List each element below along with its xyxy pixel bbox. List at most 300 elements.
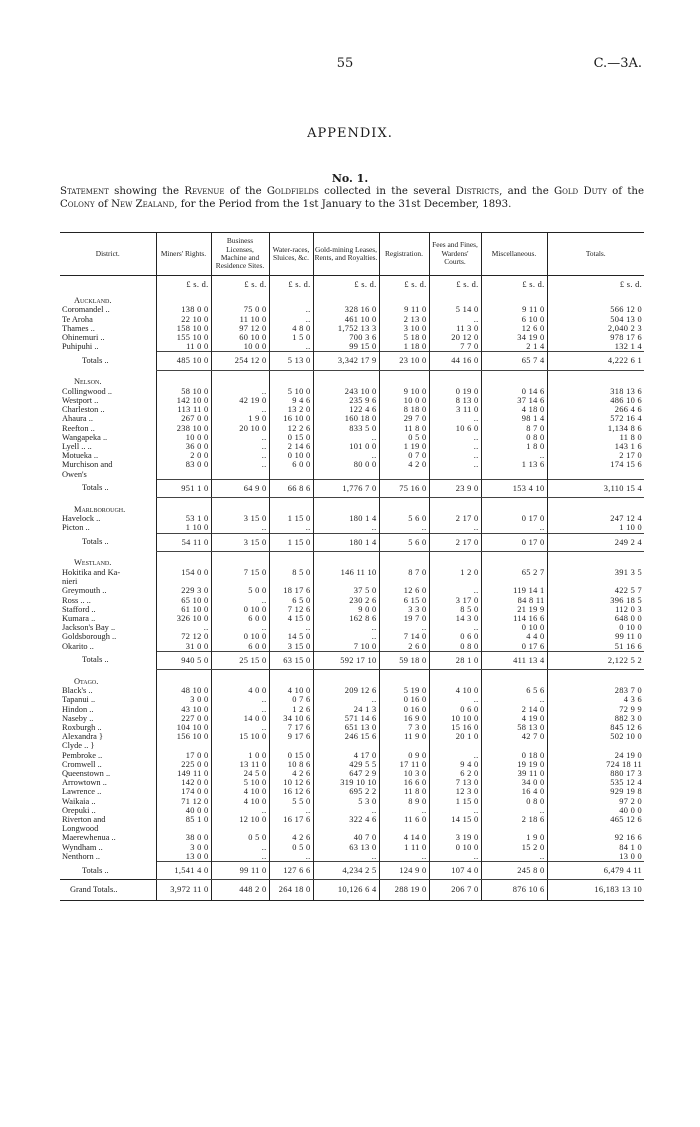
amount-cell: .. <box>429 315 481 324</box>
amount-cell: 156 10 0 <box>156 732 211 741</box>
amount-cell: .. <box>429 451 481 460</box>
amount-cell: .. <box>313 852 379 862</box>
row-label: Cromwell .. <box>62 759 102 769</box>
amount-cell: 0 14 6 <box>481 387 547 396</box>
total-cell: 1 15 0 <box>269 533 313 551</box>
amount-cell: .. <box>211 852 269 862</box>
amount-cell: 13 0 0 <box>547 852 644 862</box>
amount-cell: 571 14 6 <box>313 714 379 723</box>
empty-cell <box>547 370 644 387</box>
amount-cell: 40 7 0 <box>313 833 379 842</box>
amount-cell: 29 7 0 <box>379 414 429 423</box>
total-label: Totals .. <box>82 537 109 547</box>
amount-cell: 0 18 0 <box>481 751 547 760</box>
amount-cell: 8 9 0 <box>379 797 429 806</box>
unit-cell: £ s. d. <box>269 276 313 290</box>
row-label: Goldsborough .. <box>62 632 117 642</box>
amount-cell: .. <box>269 806 313 815</box>
total-cell: 5 6 0 <box>379 533 429 551</box>
amount-cell: 3 15 0 <box>211 514 269 523</box>
row-label: Te Aroha <box>62 314 93 324</box>
amount-cell <box>379 824 429 833</box>
district-row <box>60 760 644 769</box>
district-row <box>60 433 644 442</box>
amount-cell: 7 10 0 <box>313 642 379 652</box>
grand-total-row <box>60 880 644 900</box>
amount-cell: 3 0 0 <box>156 843 211 852</box>
total-label: Totals .. <box>82 355 109 365</box>
amount-cell: .. <box>211 460 269 469</box>
amount-cell: 15 2 0 <box>481 843 547 852</box>
amount-cell: 160 18 0 <box>313 414 379 423</box>
amount-cell: 11 8 0 <box>379 787 429 796</box>
amount-cell: 132 1 4 <box>547 342 644 352</box>
amount-cell: .. <box>211 451 269 460</box>
row-label: Clyde .. } <box>62 741 95 751</box>
amount-cell: 6 5 6 <box>481 686 547 695</box>
district-row <box>60 843 644 852</box>
district-row <box>60 741 644 750</box>
total-cell: 940 5 0 <box>156 651 211 669</box>
amount-cell: 113 11 0 <box>156 405 211 414</box>
amount-cell: 63 13 0 <box>313 843 379 852</box>
amount-cell <box>379 470 429 480</box>
amount-cell: 34 10 6 <box>269 714 313 723</box>
amount-cell: 11 6 0 <box>379 815 429 824</box>
amount-cell: 833 5 0 <box>313 424 379 433</box>
amount-cell: 0 7 6 <box>269 695 313 704</box>
total-cell: 25 15 0 <box>211 651 269 669</box>
amount-cell <box>429 577 481 586</box>
amount-cell: 16,183 13 10 <box>547 880 644 900</box>
amount-cell: 0 9 0 <box>379 751 429 760</box>
amount-cell: 1 15 0 <box>429 797 481 806</box>
empty-cell <box>211 670 269 687</box>
amount-cell: 12 3 0 <box>429 787 481 796</box>
amount-cell: 9 10 0 <box>379 387 429 396</box>
empty-cell <box>429 498 481 515</box>
row-label: Picton .. <box>62 523 90 533</box>
amount-cell: 11 8 0 <box>547 433 644 442</box>
amount-cell: 20 1 0 <box>429 732 481 741</box>
amount-cell <box>547 824 644 833</box>
row-label: Ahaura .. <box>62 414 93 424</box>
amount-cell: .. <box>429 433 481 442</box>
amount-cell: .. <box>481 806 547 815</box>
amount-cell: 0 17 6 <box>481 642 547 652</box>
amount-cell: 3 19 0 <box>429 833 481 842</box>
total-cell: 127 6 6 <box>269 862 313 880</box>
amount-cell: 0 10 0 <box>547 623 644 632</box>
amount-cell: 138 0 0 <box>156 305 211 314</box>
empty-cell <box>156 498 211 515</box>
amount-cell: 142 0 0 <box>156 778 211 787</box>
district-row <box>60 695 644 704</box>
district-row <box>60 797 644 806</box>
column-header: Gold-mining Leases, Rents, and Royalties. <box>313 233 379 276</box>
amount-cell: 5 18 0 <box>379 333 429 342</box>
total-cell: 3,342 17 9 <box>313 352 379 370</box>
empty-cell <box>313 670 379 687</box>
amount-cell: 227 0 0 <box>156 714 211 723</box>
amount-cell: 37 14 6 <box>481 396 547 405</box>
district-row <box>60 470 644 480</box>
amount-cell: 267 0 0 <box>156 414 211 423</box>
units-row <box>60 276 644 290</box>
amount-cell: 4 19 0 <box>481 714 547 723</box>
region-total-row <box>60 479 644 497</box>
amount-cell: 247 12 4 <box>547 514 644 523</box>
amount-cell: .. <box>429 623 481 632</box>
amount-cell: 7 13 0 <box>429 778 481 787</box>
total-cell: 951 1 0 <box>156 479 211 497</box>
amount-cell <box>429 741 481 750</box>
row-label: Stafford .. <box>62 604 96 614</box>
district-row <box>60 642 644 652</box>
amount-cell <box>269 824 313 833</box>
amount-cell <box>481 470 547 480</box>
amount-cell: 5 6 0 <box>379 514 429 523</box>
empty-cell <box>156 551 211 568</box>
region-total-row <box>60 651 644 669</box>
amount-cell: 72 9 9 <box>547 705 644 714</box>
total-cell: 0 17 0 <box>481 533 547 551</box>
amount-cell: 876 10 6 <box>481 880 547 900</box>
total-cell: 245 8 0 <box>481 862 547 880</box>
amount-cell: .. <box>269 623 313 632</box>
amount-cell: 0 19 0 <box>429 387 481 396</box>
district-row <box>60 424 644 433</box>
amount-cell: 14 5 0 <box>269 632 313 641</box>
amount-cell: 119 14 1 <box>481 586 547 595</box>
district-row <box>60 769 644 778</box>
row-label: Coromandel .. <box>62 305 110 315</box>
amount-cell: 1 5 0 <box>269 333 313 342</box>
total-cell: 107 4 0 <box>429 862 481 880</box>
amount-cell: 0 10 0 <box>481 623 547 632</box>
amount-cell: 4 2 6 <box>269 769 313 778</box>
district-row <box>60 705 644 714</box>
total-cell: 65 7 4 <box>481 352 547 370</box>
row-label: Jackson's Bay .. <box>62 623 116 633</box>
row-label: Naseby .. <box>62 713 94 723</box>
amount-cell <box>269 470 313 480</box>
amount-cell: 1 19 0 <box>379 442 429 451</box>
table-header-row <box>60 233 644 276</box>
amount-cell <box>156 577 211 586</box>
amount-cell: .. <box>379 623 429 632</box>
amount-cell: 4 3 6 <box>547 695 644 704</box>
amount-cell: 53 1 0 <box>156 514 211 523</box>
amount-cell: 14 0 0 <box>211 714 269 723</box>
amount-cell: 4 15 0 <box>269 614 313 623</box>
amount-cell: 158 10 0 <box>156 324 211 333</box>
amount-cell: 5 5 0 <box>269 797 313 806</box>
amount-cell: 10 3 0 <box>379 769 429 778</box>
amount-cell: 0 5 0 <box>211 833 269 842</box>
empty-cell <box>379 370 429 387</box>
district-row <box>60 787 644 796</box>
amount-cell: .. <box>269 342 313 352</box>
amount-cell: 72 12 0 <box>156 632 211 641</box>
total-cell: 28 1 0 <box>429 651 481 669</box>
amount-cell <box>211 470 269 480</box>
amount-cell: 504 13 0 <box>547 315 644 324</box>
amount-cell: 22 10 0 <box>156 315 211 324</box>
region-heading <box>60 551 644 568</box>
amount-cell: 8 7 0 <box>481 424 547 433</box>
amount-cell: 5 10 0 <box>211 778 269 787</box>
row-label: nieri <box>62 577 78 587</box>
amount-cell: 4 17 0 <box>313 751 379 760</box>
district-row <box>60 315 644 324</box>
column-header: Water-races, Sluices, &c. <box>269 233 313 276</box>
amount-cell: 155 10 0 <box>156 333 211 342</box>
district-row <box>60 686 644 695</box>
total-cell: 124 9 0 <box>379 862 429 880</box>
statement-caption: Statement showing the Revenue of the Goldfields collected in the several Districts, and the Gold Duty of the Colony of New Zealand, for the Period from the 1st January to the 31st December, 1893. <box>60 186 644 210</box>
amount-cell: 15 16 0 <box>429 723 481 732</box>
row-label: Lyell .. .. <box>62 442 92 452</box>
amount-cell: 326 10 0 <box>156 614 211 623</box>
empty-cell <box>156 370 211 387</box>
amount-cell: 0 16 0 <box>379 695 429 704</box>
amount-cell: 0 10 0 <box>269 451 313 460</box>
district-row <box>60 596 644 605</box>
total-cell: 592 17 10 <box>313 651 379 669</box>
amount-cell: 10 10 0 <box>429 714 481 723</box>
amount-cell: 3 0 0 <box>156 695 211 704</box>
amount-cell: 142 10 0 <box>156 396 211 405</box>
total-cell: 23 10 0 <box>379 352 429 370</box>
amount-cell: 1,134 8 6 <box>547 424 644 433</box>
empty-cell <box>156 670 211 687</box>
amount-cell: 18 17 6 <box>269 586 313 595</box>
district-row <box>60 632 644 641</box>
amount-cell: 1 2 6 <box>269 705 313 714</box>
row-label: Hokitika and Ka- <box>62 568 121 578</box>
amount-cell: 11 9 0 <box>379 732 429 741</box>
amount-cell: 4 10 0 <box>211 787 269 796</box>
empty-cell <box>211 370 269 387</box>
amount-cell: 31 0 0 <box>156 642 211 652</box>
amount-cell: 40 0 0 <box>547 806 644 815</box>
row-label: Greymouth .. <box>62 586 107 596</box>
empty-cell <box>481 670 547 687</box>
district-row <box>60 723 644 732</box>
amount-cell <box>379 741 429 750</box>
region-name: Auckland. <box>74 296 112 306</box>
amount-cell: 0 10 0 <box>429 843 481 852</box>
amount-cell: 146 11 10 <box>313 568 379 577</box>
amount-cell <box>481 824 547 833</box>
amount-cell: 0 8 0 <box>481 797 547 806</box>
amount-cell: 12 6 0 <box>379 586 429 595</box>
amount-cell <box>313 577 379 586</box>
amount-cell: 42 19 0 <box>211 396 269 405</box>
amount-cell: 6 10 0 <box>481 315 547 324</box>
amount-cell: 9 4 0 <box>429 760 481 769</box>
statement-lead: Statement <box>60 186 109 197</box>
amount-cell: .. <box>156 623 211 632</box>
row-label: Okarito .. <box>62 641 94 651</box>
row-label: Hindon .. <box>62 704 94 714</box>
amount-cell: 4 10 0 <box>429 686 481 695</box>
row-label: Alexandra } <box>62 732 103 742</box>
amount-cell: 5 19 0 <box>379 686 429 695</box>
amount-cell <box>211 824 269 833</box>
amount-cell: 20 10 0 <box>211 424 269 433</box>
amount-cell: 34 19 0 <box>481 333 547 342</box>
row-label: Westport .. <box>62 396 99 406</box>
amount-cell: 149 11 0 <box>156 769 211 778</box>
amount-cell: 465 12 6 <box>547 815 644 824</box>
amount-cell <box>379 577 429 586</box>
amount-cell: 1 2 0 <box>429 568 481 577</box>
amount-cell <box>269 741 313 750</box>
amount-cell: 2 0 0 <box>156 451 211 460</box>
amount-cell: 4 2 6 <box>269 833 313 842</box>
amount-cell: .. <box>211 523 269 533</box>
amount-cell: 162 8 6 <box>313 614 379 623</box>
amount-cell: 4 14 0 <box>379 833 429 842</box>
row-label: Ohinemuri .. <box>62 333 105 343</box>
column-header: Business Licenses, Machine and Residence Sites. <box>211 233 269 276</box>
total-cell: 3,110 15 4 <box>547 479 644 497</box>
amount-cell: 8 7 0 <box>379 568 429 577</box>
row-label <box>60 276 156 290</box>
amount-cell: 1 15 0 <box>269 514 313 523</box>
row-label: Thames .. <box>62 323 95 333</box>
amount-cell: 6 5 0 <box>269 596 313 605</box>
amount-cell: 448 2 0 <box>211 880 269 900</box>
empty-cell <box>429 670 481 687</box>
column-header: Registration. <box>379 233 429 276</box>
row-label: Owen's <box>62 469 87 479</box>
amount-cell: 882 3 0 <box>547 714 644 723</box>
amount-cell: .. <box>313 623 379 632</box>
amount-cell: 1 9 0 <box>481 833 547 842</box>
row-label: Wangapeka .. <box>62 432 108 442</box>
amount-cell: 101 0 0 <box>313 442 379 451</box>
amount-cell: 5 14 0 <box>429 305 481 314</box>
amount-cell <box>481 577 547 586</box>
amount-cell <box>211 577 269 586</box>
amount-cell: 7 15 0 <box>211 568 269 577</box>
amount-cell: 37 5 0 <box>313 586 379 595</box>
amount-cell: 318 13 6 <box>547 387 644 396</box>
empty-cell <box>211 498 269 515</box>
amount-cell: 396 18 5 <box>547 596 644 605</box>
empty-cell <box>269 289 313 305</box>
amount-cell: 24 5 0 <box>211 769 269 778</box>
amount-cell: 10 12 6 <box>269 778 313 787</box>
amount-cell: 12 10 0 <box>211 815 269 824</box>
amount-cell: 5 3 0 <box>313 797 379 806</box>
amount-cell: 16 17 6 <box>269 815 313 824</box>
amount-cell: 112 0 3 <box>547 605 644 614</box>
appendix-title: APPENDIX. <box>307 126 393 141</box>
amount-cell: 566 12 0 <box>547 305 644 314</box>
amount-cell: 10 0 0 <box>379 396 429 405</box>
amount-cell <box>547 470 644 480</box>
district-row <box>60 824 644 833</box>
column-header: Miscellaneous. <box>481 233 547 276</box>
empty-cell <box>379 670 429 687</box>
amount-cell: 2 18 6 <box>481 815 547 824</box>
row-label: Nenthorn .. <box>62 851 100 861</box>
amount-cell: 209 12 6 <box>313 686 379 695</box>
amount-cell: 648 0 0 <box>547 614 644 623</box>
total-label: Totals .. <box>82 865 109 875</box>
district-row <box>60 333 644 342</box>
amount-cell: 11 3 0 <box>429 324 481 333</box>
amount-cell: .. <box>429 586 481 595</box>
unit-cell: £ s. d. <box>481 276 547 290</box>
revenue-table <box>60 232 644 901</box>
district-row <box>60 852 644 862</box>
amount-cell: 10 0 0 <box>156 433 211 442</box>
district-row <box>60 451 644 460</box>
empty-cell <box>481 289 547 305</box>
total-cell: 66 8 6 <box>269 479 313 497</box>
amount-cell: 10 8 6 <box>269 760 313 769</box>
amount-cell <box>547 577 644 586</box>
amount-cell: 4 8 0 <box>269 324 313 333</box>
amount-cell: 9 4 6 <box>269 396 313 405</box>
empty-cell <box>313 289 379 305</box>
empty-cell <box>313 551 379 568</box>
amount-cell: 17 0 0 <box>156 751 211 760</box>
amount-cell: 16 9 0 <box>379 714 429 723</box>
amount-cell: 647 2 9 <box>313 769 379 778</box>
amount-cell: 51 16 6 <box>547 642 644 652</box>
amount-cell: .. <box>313 806 379 815</box>
region-heading <box>60 289 644 305</box>
unit-cell: £ s. d. <box>211 276 269 290</box>
amount-cell: 0 8 0 <box>429 642 481 652</box>
amount-cell: 0 6 0 <box>429 632 481 641</box>
amount-cell: .. <box>429 442 481 451</box>
amount-cell: 3 10 0 <box>379 324 429 333</box>
amount-cell: 9 17 6 <box>269 732 313 741</box>
amount-cell: 21 19 9 <box>481 605 547 614</box>
row-label: Reefton .. <box>62 423 95 433</box>
amount-cell: 60 10 0 <box>211 333 269 342</box>
amount-cell: 572 16 4 <box>547 414 644 423</box>
row-label: Roxburgh .. <box>62 723 102 733</box>
empty-cell <box>547 670 644 687</box>
district-row <box>60 387 644 396</box>
amount-cell: 535 12 4 <box>547 778 644 787</box>
column-header: District. <box>60 233 156 276</box>
amount-cell: 40 0 0 <box>156 806 211 815</box>
district-row <box>60 714 644 723</box>
amount-cell <box>211 741 269 750</box>
table-number: No. 1. <box>331 172 369 185</box>
unit-cell: £ s. d. <box>547 276 644 290</box>
amount-cell: 0 15 0 <box>269 433 313 442</box>
amount-cell: 16 12 6 <box>269 787 313 796</box>
amount-cell: 4 18 0 <box>481 405 547 414</box>
total-cell: 59 18 0 <box>379 651 429 669</box>
amount-cell <box>269 577 313 586</box>
amount-cell: .. <box>379 852 429 862</box>
amount-cell: 71 12 0 <box>156 797 211 806</box>
unit-cell: £ s. d. <box>429 276 481 290</box>
amount-cell: 97 12 0 <box>211 324 269 333</box>
amount-cell: 9 0 0 <box>313 605 379 614</box>
